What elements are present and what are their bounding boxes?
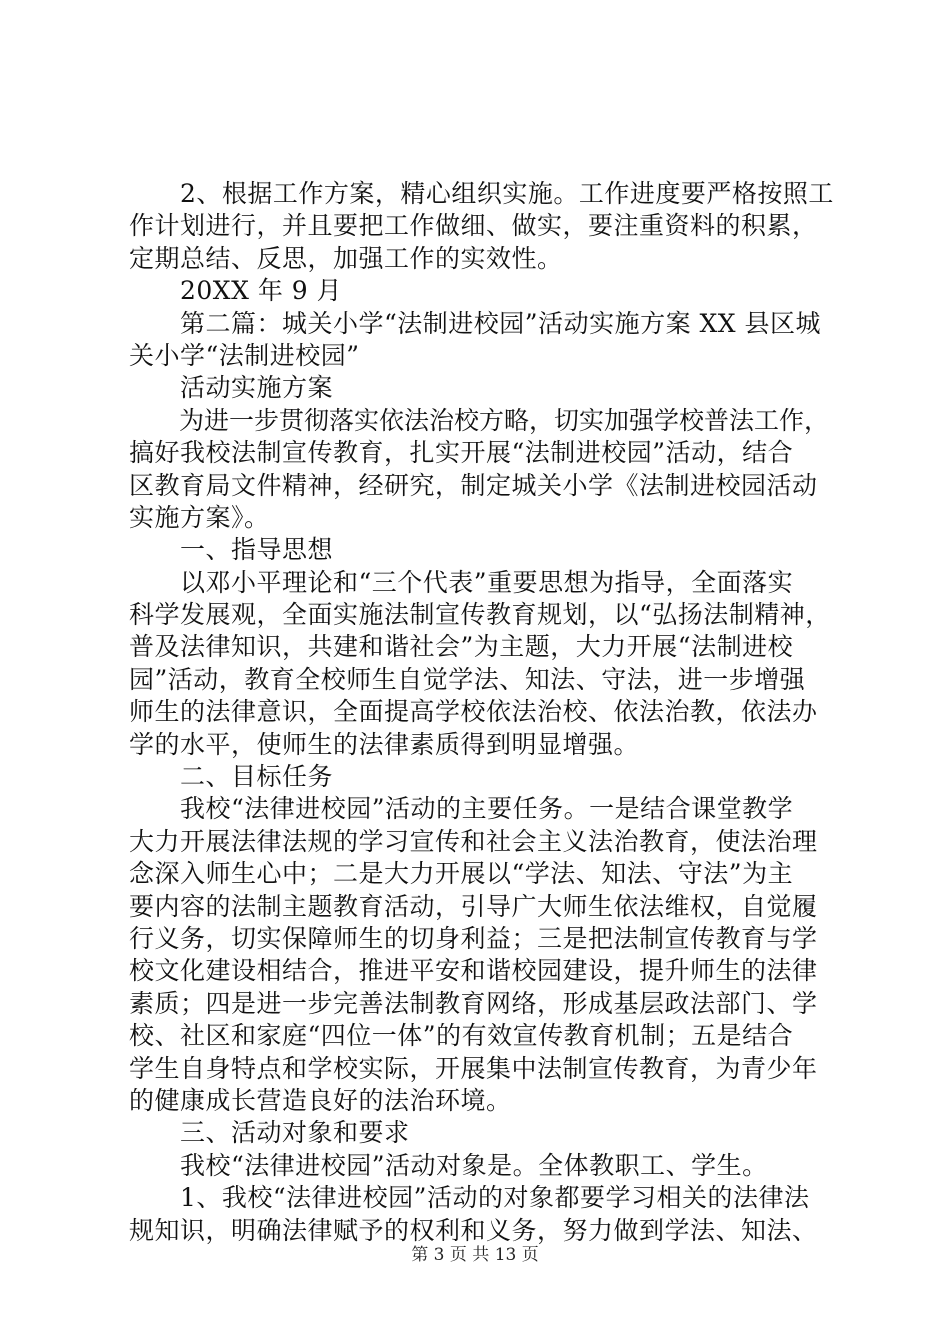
text-line: 区教育局文件精神，经研究，制定城关小学《法制进校园活动 [129, 470, 818, 500]
text-line: 师生的法律意识，全面提高学校依法治校、依法治教，依法办 [129, 697, 818, 727]
heading-guiding-thought: 一、指导思想 [129, 535, 334, 565]
text-line: 实施方案》。 [129, 502, 270, 532]
text-line: 搞好我校法制宣传教育，扎实开展“法制进校园”活动，结合 [129, 438, 794, 468]
text-line: 学的水平，使师生的法律素质得到明显增强。 [129, 729, 640, 759]
text-line: 我校“法律进校园”活动的主要任务。一是结合课堂教学 [129, 794, 794, 824]
text-line: 为进一步贯彻落实依法治校方略，切实加强学校普法工作， [129, 405, 830, 435]
document-body [129, 178, 834, 1247]
text-line: 校、社区和家庭“四位一体”的有效宣传教育机制；五是结合 [129, 1021, 794, 1051]
text-line: 普及法律知识，共建和谐社会”为主题，大力开展“法制进校 [129, 632, 794, 662]
text-line: 要内容的法制主题教育活动，引导广大师生依法维权，自觉履 [129, 891, 818, 921]
text-line: 大力开展法律法规的学习宣传和社会主义法治教育，使法治理 [129, 826, 818, 856]
section-title-line: 关小学“法制进校园” [129, 340, 360, 370]
date-line: 20XX 年 9 月 [129, 276, 343, 306]
text-line: 作计划进行，并且要把工作做细、做实，要注重资料的积累， [129, 211, 818, 241]
text-line: 1、我校“法律进校园”活动的对象都要学习相关的法律法 [129, 1183, 810, 1213]
text-line: 念深入师生心中；二是大力开展以“学法、知法、守法”为主 [129, 859, 794, 889]
text-line: 以邓小平理论和“三个代表”重要思想为指导，全面落实 [129, 567, 794, 597]
section-subtitle: 活动实施方案 [129, 373, 334, 403]
page-number-footer: 第 3 页 共 13 页 [411, 1245, 539, 1265]
text-line: 园”活动，教育全校师生自觉学法、知法、守法，进一步增强 [129, 664, 806, 694]
text-line: 科学发展观，全面实施法制宣传教育规划，以“弘扬法制精神， [129, 600, 831, 630]
text-line: 2、根据工作方案，精心组织实施。工作进度要严格按照工 [129, 179, 834, 208]
text-line: 学生自身特点和学校实际，开展集中法制宣传教育，为青少年 [129, 1053, 818, 1083]
section-title-line: 第二篇：城关小学“法制进校园”活动实施方案 XX 县区城 [129, 308, 822, 338]
text-line: 规知识，明确法律赋予的权利和义务，努力做到学法、知法、 [129, 1215, 818, 1245]
heading-goals: 二、目标任务 [129, 762, 334, 792]
text-line: 我校“法律进校园”活动对象是。全体教职工、学生。 [129, 1150, 768, 1180]
text-line: 行义务，切实保障师生的切身利益；三是把法制宣传教育与学 [129, 923, 818, 953]
text-line: 定期总结、反思，加强工作的实效性。 [129, 243, 563, 273]
heading-targets-requirements: 三、活动对象和要求 [129, 1118, 410, 1148]
text-line: 的健康成长营造良好的法治环境。 [129, 1085, 512, 1115]
text-line: 校文化建设相结合，推进平安和谐校园建设，提升师生的法律 [129, 956, 818, 986]
text-line: 素质；四是进一步完善法制教育网络，形成基层政法部门、学 [129, 988, 818, 1018]
